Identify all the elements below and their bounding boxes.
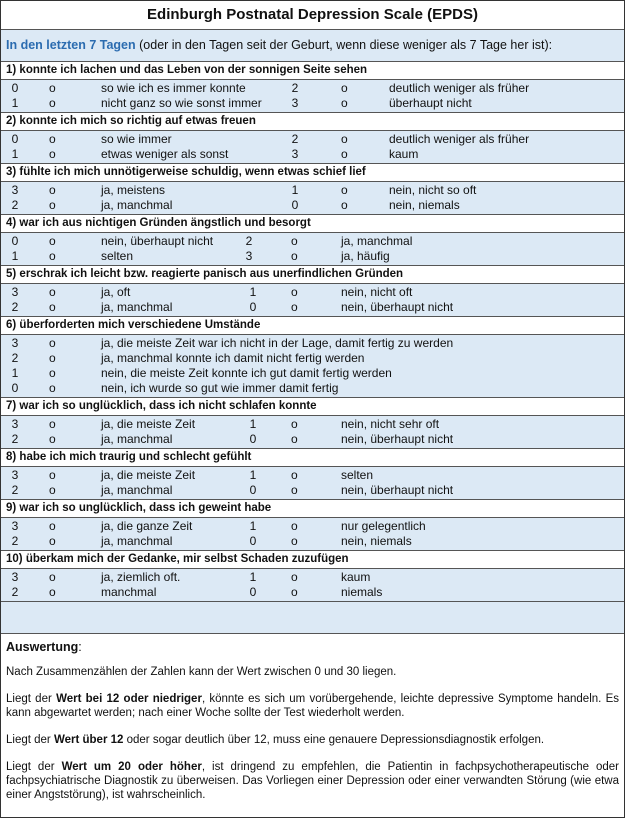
answer-text: niemals (341, 585, 383, 599)
evaluation-paragraph-4 (6, 760, 619, 802)
question-heading: 8) habe ich mich traurig und schlecht gefühlt (1, 449, 624, 467)
p3-threshold: Wert über 12 (53, 734, 124, 746)
answer-text: ja, die meiste Zeit war ich nicht in der Lage, damit fertig zu werden (101, 336, 454, 350)
answer-circle-marker[interactable]: o (49, 81, 56, 95)
question-heading: 5) erschrak ich leicht bzw. reagierte panisch aus unerfindlichen Gründen (1, 266, 624, 284)
question-block (1, 398, 624, 449)
p2-rest: , könnte es sich um vorübergehende, leichte depressive Symptome handeln. Es kann abgewartet werden; nach einer Woche sollte der Test wiederholt werden. (6, 693, 620, 719)
answer-row (1, 81, 624, 96)
answer-row (1, 417, 624, 432)
answer-score: 1 (249, 468, 257, 482)
answer-circle-marker[interactable]: o (291, 285, 298, 299)
answer-row (1, 483, 624, 498)
question-heading: 9) war ich so unglücklich, dass ich geweint habe (1, 500, 624, 518)
question-heading: 6) überforderten mich verschiedene Umstände (1, 317, 624, 335)
answer-score: 2 (11, 300, 19, 314)
answer-circle-marker[interactable]: o (291, 417, 298, 431)
answer-circle-marker[interactable]: o (291, 519, 298, 533)
answer-text: deutlich weniger als früher (389, 81, 530, 95)
p4-threshold: Wert um 20 oder höher (61, 761, 202, 773)
answer-circle-marker[interactable]: o (49, 183, 56, 197)
intro-line (1, 30, 624, 62)
question-heading: 1) konnte ich lachen und das Leben von der sonnigen Seite sehen (1, 62, 624, 80)
answer-circle-marker[interactable]: o (49, 351, 56, 365)
answer-circle-marker[interactable]: o (49, 468, 56, 482)
answer-circle-marker[interactable]: o (49, 585, 56, 599)
answer-row (1, 570, 624, 585)
answer-score: 0 (249, 483, 257, 497)
question-block (1, 215, 624, 266)
answer-score: 2 (11, 534, 19, 548)
answer-circle-marker[interactable]: o (49, 381, 56, 395)
answer-circle-marker[interactable]: o (291, 432, 298, 446)
answer-row (1, 147, 624, 162)
answer-score: 0 (249, 585, 257, 599)
answer-score: 1 (249, 570, 257, 584)
answer-score: 0 (291, 198, 299, 212)
p4-start: Liegt der (6, 761, 62, 773)
answer-circle-marker[interactable]: o (49, 249, 56, 263)
answer-text: nein, überhaupt nicht (341, 300, 454, 314)
answer-score: 0 (11, 381, 19, 395)
question-block (1, 500, 624, 551)
answer-circle-marker[interactable]: o (49, 534, 56, 548)
answer-circle-marker[interactable]: o (291, 234, 298, 248)
answer-score: 2 (11, 198, 19, 212)
answer-score: 2 (11, 351, 19, 365)
answer-circle-marker[interactable]: o (341, 96, 348, 110)
answer-options (1, 233, 624, 265)
answer-score: 3 (11, 519, 19, 533)
evaluation-paragraph-1: Nach Zusammenzählen der Zahlen kann der Wert zwischen 0 und 30 liegen. (6, 666, 397, 678)
answer-text: so wie ich es immer konnte (101, 81, 246, 95)
answer-options (1, 416, 624, 448)
answer-score: 0 (11, 132, 19, 146)
answer-score: 3 (11, 285, 19, 299)
answer-row (1, 351, 624, 366)
answer-row (1, 285, 624, 300)
answer-circle-marker[interactable]: o (49, 147, 56, 161)
answer-score: 1 (291, 183, 299, 197)
answer-text: nein, niemals (341, 534, 412, 548)
answer-circle-marker[interactable]: o (49, 285, 56, 299)
answer-text: ja, manchmal (101, 534, 173, 548)
answer-text: nur gelegentlich (341, 519, 426, 533)
question-heading: 4) war ich aus nichtigen Gründen ängstlich und besorgt (1, 215, 624, 233)
answer-circle-marker[interactable]: o (291, 570, 298, 584)
answer-text: ja, manchmal (341, 234, 413, 248)
p2-start: Liegt der (6, 693, 57, 705)
answer-options (1, 182, 624, 214)
answer-score: 0 (249, 432, 257, 446)
answer-text: kaum (341, 570, 371, 584)
answer-score: 1 (11, 249, 19, 263)
answer-score: 1 (249, 417, 257, 431)
question-block (1, 62, 624, 113)
answer-row (1, 519, 624, 534)
answer-score: 2 (11, 585, 19, 599)
answer-text: manchmal (101, 585, 157, 599)
answer-text: ja, meistens (101, 183, 166, 197)
answer-text: ja, die meiste Zeit (101, 468, 196, 482)
answer-row (1, 468, 624, 483)
answer-circle-marker[interactable]: o (341, 147, 348, 161)
answer-row (1, 300, 624, 315)
evaluation-paragraph-2 (6, 692, 619, 720)
answer-text: nein, nicht so oft (389, 183, 477, 197)
answer-options (1, 284, 624, 316)
answer-text: ja, manchmal konnte ich damit nicht fertig werden (101, 351, 365, 365)
answer-circle-marker[interactable]: o (49, 519, 56, 533)
answer-row (1, 432, 624, 447)
question-block (1, 551, 624, 602)
answer-row (1, 534, 624, 549)
answer-score: 0 (249, 300, 257, 314)
answer-text: nicht ganz so wie sonst immer (101, 96, 262, 110)
answer-text: deutlich weniger als früher (389, 132, 530, 146)
answer-text: nein, überhaupt nicht (341, 432, 454, 446)
answer-circle-marker[interactable]: o (49, 234, 56, 248)
answer-circle-marker[interactable]: o (49, 570, 56, 584)
answer-circle-marker[interactable]: o (49, 366, 56, 380)
answer-options (1, 80, 624, 112)
answer-circle-marker[interactable]: o (49, 198, 56, 212)
p2-threshold: Wert bei 12 oder niedriger (56, 693, 202, 705)
answer-score: 3 (11, 468, 19, 482)
question-block (1, 266, 624, 317)
answer-score: 3 (11, 417, 19, 431)
answer-text: ja, ziemlich oft. (101, 570, 181, 584)
answer-options (1, 131, 624, 163)
answer-text: ja, die ganze Zeit (101, 519, 193, 533)
answer-text: ja, oft (101, 285, 131, 299)
answer-circle-marker[interactable]: o (49, 96, 56, 110)
answer-row (1, 96, 624, 111)
answer-row (1, 132, 624, 147)
answer-options (1, 335, 624, 397)
answer-row (1, 366, 624, 381)
answer-circle-marker[interactable]: o (341, 198, 348, 212)
answer-score: 0 (11, 234, 19, 248)
answer-score: 3 (11, 570, 19, 584)
answer-circle-marker[interactable]: o (341, 183, 348, 197)
answer-circle-marker[interactable]: o (291, 585, 298, 599)
intro-lead: In den letzten 7 Tagen (6, 38, 136, 52)
answer-circle-marker[interactable]: o (291, 483, 298, 497)
answer-circle-marker[interactable]: o (291, 534, 298, 548)
question-block (1, 317, 624, 398)
answer-text: kaum (389, 147, 419, 161)
answer-row (1, 336, 624, 351)
answer-row (1, 198, 624, 213)
answer-text: ja, manchmal (101, 198, 173, 212)
answer-row (1, 381, 624, 396)
answer-circle-marker[interactable]: o (341, 81, 348, 95)
evaluation-title-text: Auswertung (6, 640, 79, 654)
answer-score: 0 (249, 534, 257, 548)
answer-text: selten (101, 249, 134, 263)
answer-text: nein, ich wurde so gut wie immer damit fertig (101, 381, 339, 395)
question-heading: 2) konnte ich mich so richtig auf etwas freuen (1, 113, 624, 131)
question-list (1, 62, 624, 602)
answer-score: 1 (11, 366, 19, 380)
answer-score: 2 (11, 483, 19, 497)
answer-options (1, 569, 624, 601)
answer-text: etwas weniger als sonst (101, 147, 229, 161)
answer-score: 0 (11, 81, 19, 95)
answer-options (1, 467, 624, 499)
answer-score: 1 (11, 147, 19, 161)
answer-text: ja, manchmal (101, 432, 173, 446)
answer-options (1, 518, 624, 550)
answer-text: ja, die meiste Zeit (101, 417, 196, 431)
answer-row (1, 234, 624, 249)
answer-score: 3 (291, 147, 299, 161)
answer-text: nein, niemals (389, 198, 460, 212)
answer-circle-marker[interactable]: o (49, 417, 56, 431)
answer-text: ja, manchmal (101, 483, 173, 497)
answer-circle-marker[interactable]: o (49, 432, 56, 446)
answer-text: ja, manchmal (101, 300, 173, 314)
answer-score: 2 (291, 132, 299, 146)
answer-circle-marker[interactable]: o (49, 483, 56, 497)
answer-text: nein, die meiste Zeit konnte ich gut damit fertig werden (101, 366, 392, 380)
answer-text: ja, häufig (341, 249, 390, 263)
evaluation-title-colon: : (78, 640, 82, 654)
answer-score: 1 (11, 96, 19, 110)
answer-circle-marker[interactable]: o (291, 249, 298, 263)
answer-score: 3 (11, 183, 19, 197)
evaluation-title (6, 640, 619, 654)
evaluation-section (1, 633, 624, 817)
answer-score: 2 (245, 234, 253, 248)
answer-circle-marker[interactable]: o (49, 336, 56, 350)
intro-rest: (oder in den Tagen seit der Geburt, wenn diese weniger als 7 Tage her ist): (135, 38, 553, 52)
answer-circle-marker[interactable]: o (49, 300, 56, 314)
answer-score: 1 (249, 519, 257, 533)
answer-text: nein, überhaupt nicht (341, 483, 454, 497)
answer-score: 3 (11, 336, 19, 350)
answer-score: 3 (291, 96, 299, 110)
answer-text: selten (341, 468, 374, 482)
answer-circle-marker[interactable]: o (49, 132, 56, 146)
answer-text: nein, nicht sehr oft (341, 417, 440, 431)
answer-circle-marker[interactable]: o (291, 468, 298, 482)
p3-rest: oder sogar deutlich über 12, muss eine genauere Depressionsdiagnostik erfolgen. (123, 734, 545, 746)
evaluation-paragraph-3 (6, 733, 619, 747)
question-heading: 3) fühlte ich mich unnötigerweise schuldig, wenn etwas schief lief (1, 164, 624, 182)
question-heading: 10) überkam mich der Gedanke, mir selbst Schaden zuzufügen (1, 551, 624, 569)
answer-row (1, 249, 624, 264)
answer-text: nein, nicht oft (341, 285, 413, 299)
p4-rest: , ist dringend zu empfehlen, die Patientin in fachpsychotherapeutische oder fachpsychiatrische Diagnostik zu überweisen. Das Vorliegen einer Depression oder einer verwandten Störung (wie etwa einer Angststörung), ist wahrscheinlich. (6, 761, 620, 801)
answer-score: 3 (245, 249, 253, 263)
p3-start: Liegt der (6, 734, 54, 746)
answer-score: 2 (11, 432, 19, 446)
answer-text: nein, überhaupt nicht (101, 234, 214, 248)
question-heading: 7) war ich so unglücklich, dass ich nicht schlafen konnte (1, 398, 624, 416)
question-block (1, 449, 624, 500)
answer-text: überhaupt nicht (389, 96, 472, 110)
answer-score: 1 (249, 285, 257, 299)
answer-circle-marker[interactable]: o (341, 132, 348, 146)
answer-score: 2 (291, 81, 299, 95)
question-block (1, 113, 624, 164)
answer-row (1, 585, 624, 600)
page-title: Edinburgh Postnatal Depression Scale (EPDS) (1, 1, 624, 30)
answer-row (1, 183, 624, 198)
answer-text: so wie immer (101, 132, 172, 146)
answer-circle-marker[interactable]: o (291, 300, 298, 314)
question-block (1, 164, 624, 215)
